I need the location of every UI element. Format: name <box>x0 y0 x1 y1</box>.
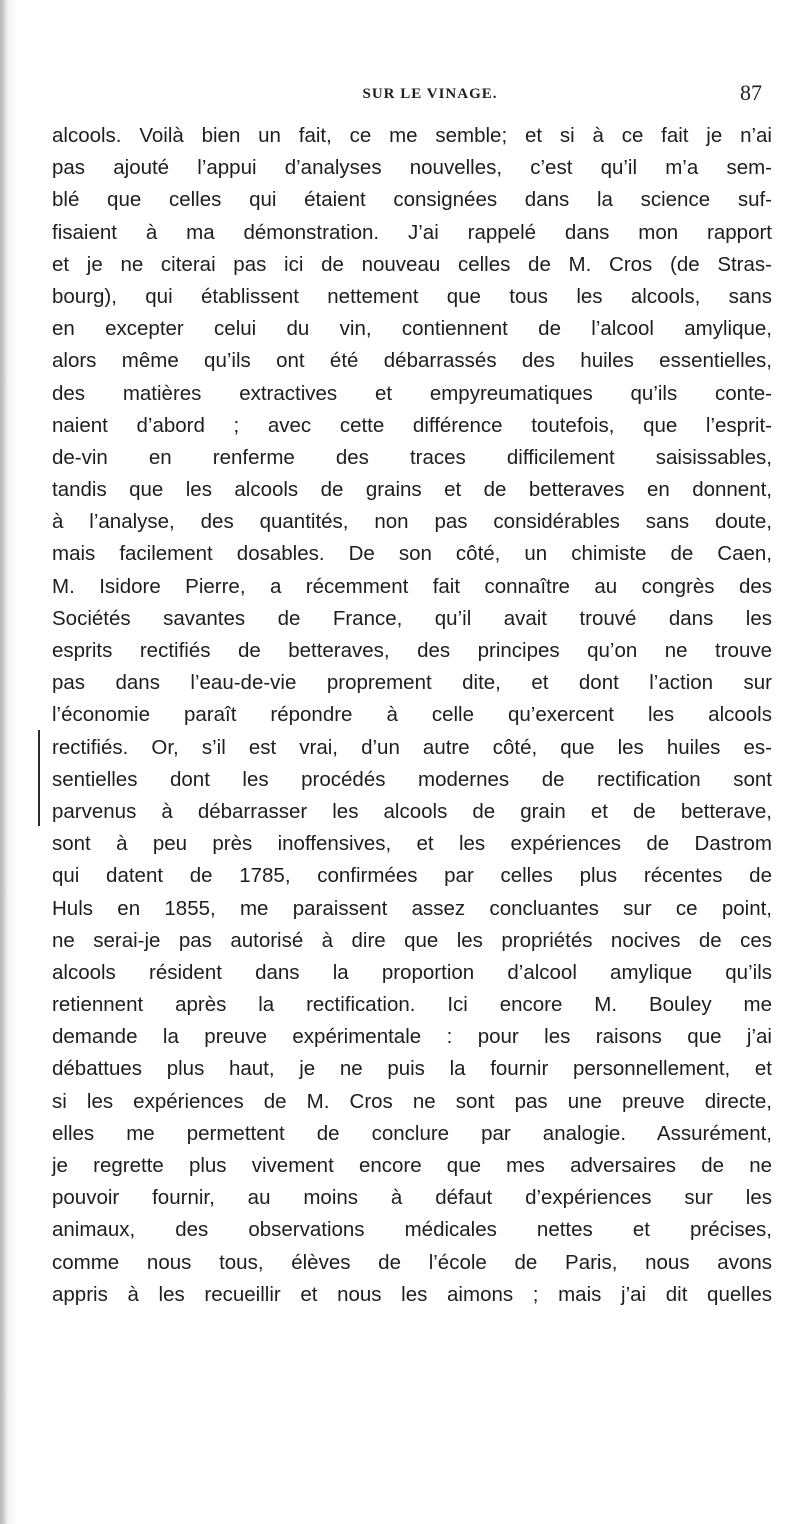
text-line: pas dans l’eau-de-vie proprement dite, et dont l’action sur <box>52 671 772 695</box>
text-line: si les expériences de M. Cros ne sont pas une preuve directe, <box>52 1089 772 1113</box>
margin-mark <box>38 730 40 826</box>
text-line: alcools. Voilà bien un fait, ce me semble; et si à ce fait je n’ai <box>52 124 772 147</box>
text-line: en excepter celui du vin, contiennent de l’alcool amylique, <box>52 317 772 341</box>
text-line: débattues plus haut, je ne puis la fournir personnellement, et <box>52 1057 772 1081</box>
text-line: ne serai-je pas autorisé à dire que les propriétés nocives de ces <box>52 928 772 952</box>
text-line: M. Isidore Pierre, a récemment fait connaître au congrès des <box>52 574 772 598</box>
text-line: sont à peu près inoffensives, et les expériences de Dastrom <box>52 832 772 856</box>
text-line: sentielles dont les procédés modernes de rectification sont <box>52 767 772 791</box>
page-gutter-shadow <box>0 0 8 1524</box>
text-line: rectifiés. Or, s’il est vrai, d’un autre côté, que les huiles es- <box>52 735 772 759</box>
text-line: de-vin en renferme des traces difficilement saisissables, <box>52 445 772 469</box>
text-line: retiennent après la rectification. Ici encore M. Bouley me <box>52 993 772 1017</box>
text-line: alors même qu’ils ont été débarrassés des huiles essentielles, <box>52 349 772 373</box>
text-line: comme nous tous, élèves de l’école de Paris, nous avons <box>52 1250 772 1274</box>
text-line: blé que celles qui étaient consignées dans la science suf- <box>52 188 772 212</box>
text-line: fisaient à ma démonstration. J’ai rappelé dans mon rapport <box>52 220 772 244</box>
text-line: parvenus à débarrasser les alcools de grain et de betterave, <box>52 799 772 823</box>
text-line: bourg), qui établissent nettement que tous les alcools, sans <box>52 284 772 308</box>
text-line: naient d’abord ; avec cette différence toutefois, que l’esprit- <box>52 413 772 437</box>
text-line: et je ne citerai pas ici de nouveau celles de M. Cros (de Stras- <box>52 252 772 276</box>
body-text <box>52 120 772 1311</box>
text-line: à l’analyse, des quantités, non pas considérables sans doute, <box>52 510 772 534</box>
text-line: pas ajouté l’appui d’analyses nouvelles, c’est qu’il m’a sem- <box>52 156 772 180</box>
text-line: demande la preuve expérimentale : pour les raisons que j’ai <box>52 1025 772 1049</box>
text-line: des matières extractives et empyreumatiques qu’ils conte- <box>52 381 772 405</box>
text-line: pouvoir fournir, au moins à défaut d’expériences sur les <box>52 1186 772 1210</box>
text-line: elles me permettent de conclure par analogie. Assurément, <box>52 1121 772 1145</box>
text-line: tandis que les alcools de grains et de betteraves en donnent, <box>52 478 772 502</box>
text-line: animaux, des observations médicales nettes et précises, <box>52 1218 772 1242</box>
text-line: Huls en 1855, me paraissent assez concluantes sur ce point, <box>52 896 772 920</box>
text-line: esprits rectifiés de betteraves, des principes qu’on ne trouve <box>52 639 772 662</box>
text-line: appris à les recueillir et nous les aimons ; mais j’ai dit quelles <box>52 1282 772 1306</box>
text-line: je regrette plus vivement encore que mes adversaires de ne <box>52 1154 772 1177</box>
text-line: mais facilement dosables. De son côté, un chimiste de Caen, <box>52 542 772 566</box>
page-number: 87 <box>740 80 762 105</box>
text-line: l’économie paraît répondre à celle qu’exercent les alcools <box>52 703 772 727</box>
text-line: Sociétés savantes de France, qu’il avait trouvé dans les <box>52 606 772 630</box>
text-line: alcools résident dans la proportion d’alcool amylique qu’ils <box>52 960 772 984</box>
text-line: qui datent de 1785, confirmées par celles plus récentes de <box>52 864 772 888</box>
running-title: SUR LE VINAGE. <box>362 86 498 102</box>
